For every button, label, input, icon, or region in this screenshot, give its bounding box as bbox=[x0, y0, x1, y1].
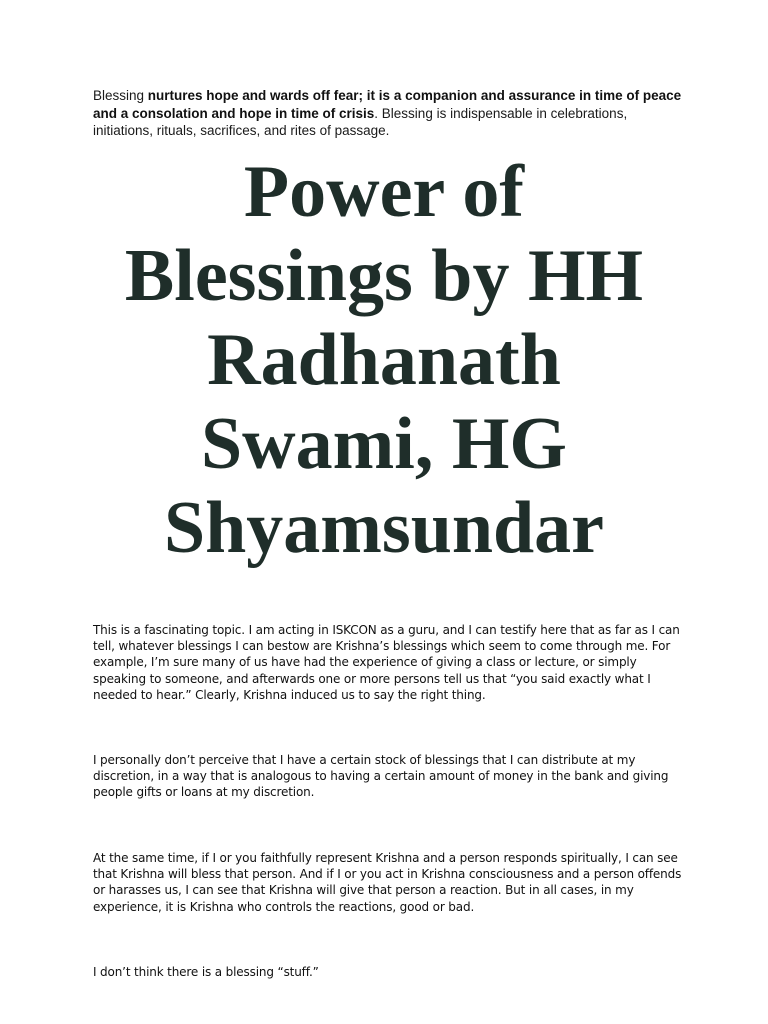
title-line: Power of bbox=[243, 151, 525, 233]
title-line: Shyamsundar bbox=[163, 487, 605, 569]
title-line: Swami, HG bbox=[201, 403, 567, 485]
body-paragraph: This is a fascinating topic. I am acting in ISKCON as a guru, and I can testify here that as far as I can tell, whatever blessings I can bestow are Krishna’s blessings which seem to come through me. For example, I’m sure many of us have had the experience of giving a class or lecture, or simply speaking to someone, and afterwards one or more persons tell us that “you said exactly what I needed to hear.” Clearly, Krishna induced us to say the right thing. bbox=[93, 623, 680, 702]
intro-tail-text: . Blessing is indispensable in celebrations, initiations, rituals, sacrifices, and rites of passage. bbox=[93, 105, 628, 138]
title-line: Blessings by HH bbox=[124, 235, 644, 317]
body-paragraph: I personally don’t perceive that I have a certain stock of blessings that I can distribute at my discretion, in a way that is analogous to having a certain amount of money in the bank and giving people gifts or loans at my discretion. bbox=[93, 753, 669, 800]
intro-lead-text: Blessing bbox=[93, 88, 148, 103]
page-title bbox=[60, 150, 708, 570]
title-line: Radhanath bbox=[207, 319, 561, 401]
body-paragraph: At the same time, if I or you faithfully represent Krishna and a person responds spiritually, I can see that Krishna will bless that person. And if I or you act in Krishna consciousness and a person offends or harasses us, I can see that Krishna will give that person a reaction. But in all cases, in my experience, it is Krishna who controls the reactions, good or bad. bbox=[93, 851, 682, 914]
intro-paragraph bbox=[93, 87, 683, 140]
body-paragraph: I don’t think there is a blessing “stuff.” bbox=[93, 965, 319, 979]
intro-bold-text: nurtures hope and wards off fear; it is a companion and assurance in time of peace and a consolation and hope in time of crisis bbox=[93, 88, 682, 121]
